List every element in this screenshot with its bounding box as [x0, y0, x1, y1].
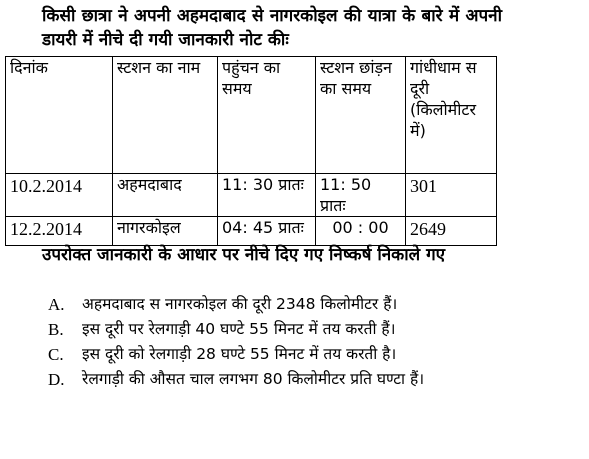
option-letter: A. — [48, 295, 65, 314]
option-a[interactable] — [48, 292, 508, 317]
cell-arrival: 04: 45 प्रातः — [218, 217, 316, 246]
cell-station: अहमदाबाद — [113, 174, 218, 217]
table-header-row — [6, 57, 497, 174]
option-text: रेलगाड़ी की औसत चाल लगभग 80 किलोमीटर प्रति घण्टा हैं। — [82, 370, 425, 388]
option-text: अहमदाबाद स नागरकोइल की दूरी 2348 किलोमीटर हैं। — [82, 295, 398, 313]
cell-station: नागरकोइल — [113, 217, 218, 246]
cell-distance: 301 — [406, 174, 497, 217]
option-text: इस दूरी पर रेलगाड़ी 40 घण्टे 55 मिनट में तय करती हैं। — [82, 320, 396, 338]
cell-arrival: 11: 30 प्रातः — [218, 174, 316, 217]
diary-table — [5, 56, 497, 246]
question-intro: किसी छात्रा ने अपनी अहमदाबाद से नागरकोइल की यात्रा के बारे में अपनी डायरी में नीचे दी गयी जानकारी नोट कीः — [42, 6, 502, 50]
option-letter: B. — [48, 320, 64, 339]
cell-distance: 2649 — [406, 217, 497, 246]
option-letter: C. — [48, 345, 64, 364]
options-list — [48, 292, 508, 392]
cell-departure: 11: 50 प्रातः — [316, 174, 406, 217]
cell-date: 10.2.2014 — [6, 174, 113, 217]
table-row — [6, 174, 497, 217]
cell-departure: 00 : 00 — [316, 217, 406, 246]
option-letter: D. — [48, 370, 65, 389]
header-date: दिनांक — [6, 57, 113, 174]
option-b[interactable] — [48, 317, 508, 342]
header-distance: गांधीधाम स दूरी (किलोमीटर में) — [406, 57, 497, 174]
cell-date: 12.2.2014 — [6, 217, 113, 246]
conclusion-prompt: उपरोक्त जानकारी के आधार पर नीचे दिए गए निष्कर्ष निकाले गए — [42, 245, 446, 265]
header-arrival-time: पहुंचन का समय — [218, 57, 316, 174]
header-departure-time: स्टशन छांड़न का समय — [316, 57, 406, 174]
option-d[interactable] — [48, 367, 508, 392]
option-text: इस दूरी को रेलगाड़ी 28 घण्टे 55 मिनट में तय करती है। — [82, 345, 397, 363]
header-station-name: स्टशन का नाम — [113, 57, 218, 174]
option-c[interactable] — [48, 342, 508, 367]
table-row — [6, 217, 497, 246]
